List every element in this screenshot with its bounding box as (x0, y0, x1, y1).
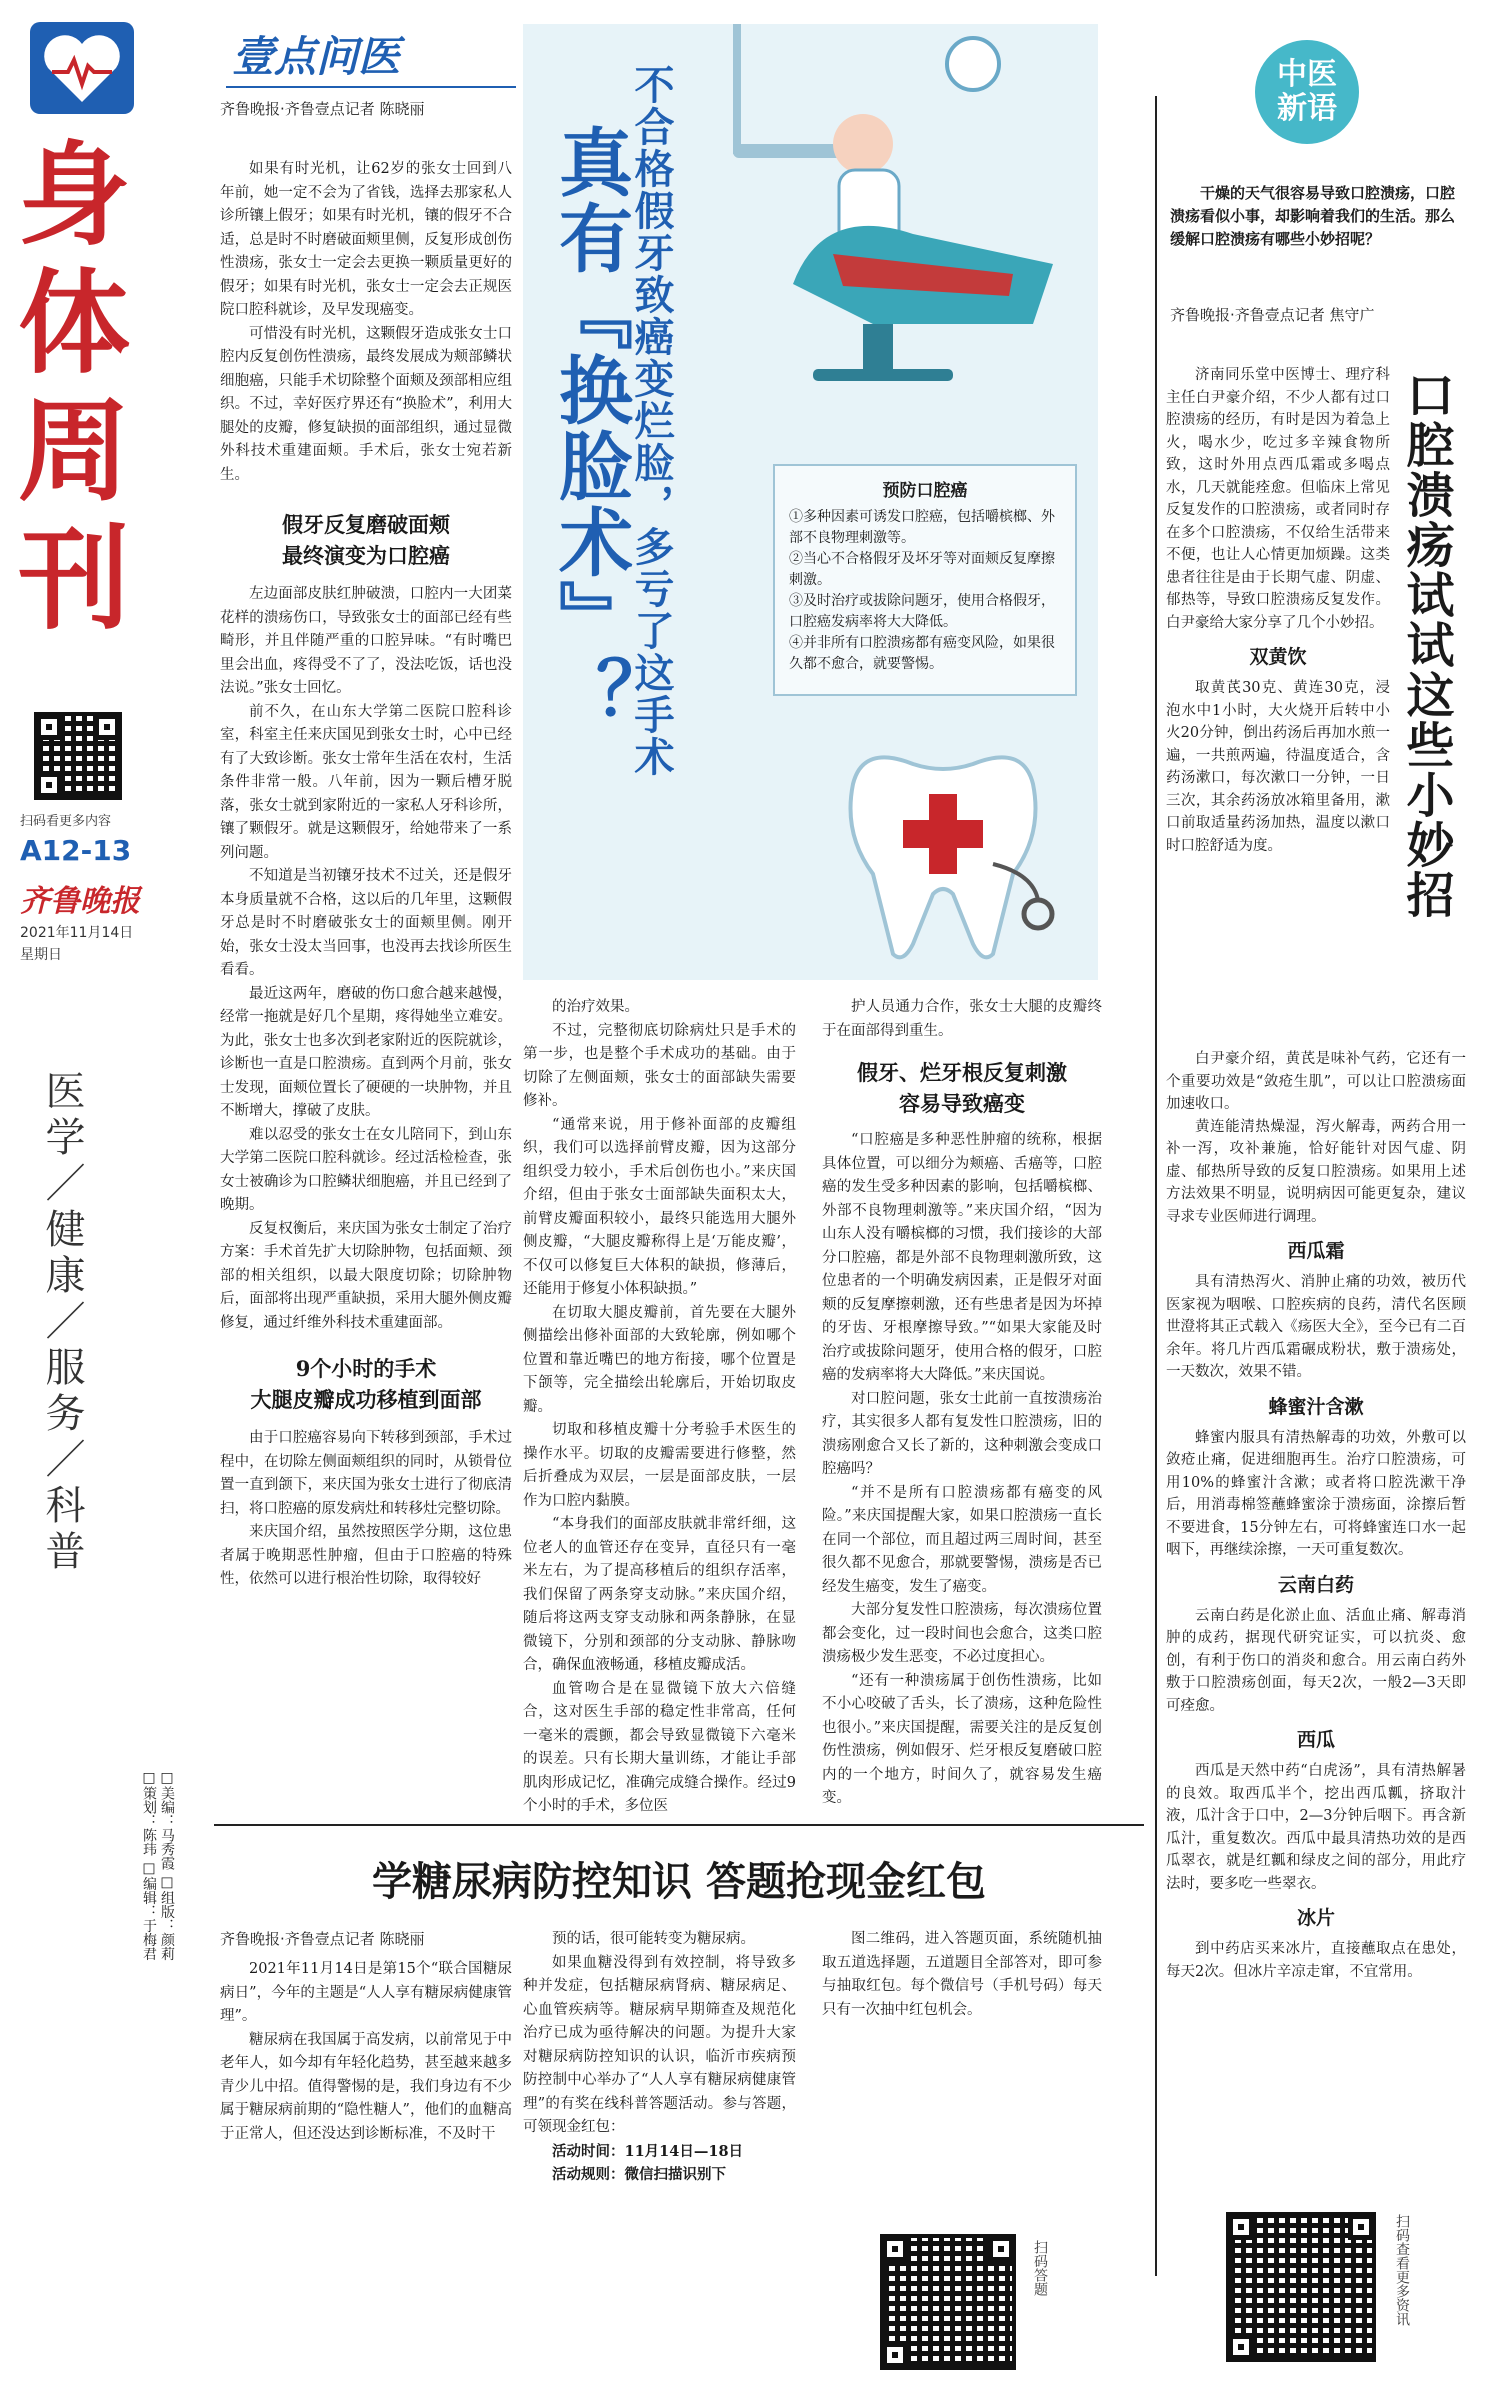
tcm-badge (1255, 40, 1359, 144)
paragraph: 护人员通力合作，张女士大腿的皮瓣终于在面部得到重生。 (822, 999, 1102, 1039)
paragraph: 糖尿病在我国属于高发病，以前常见于中老年人，如今却有年轻化趋势，甚至越来越多青少儿中招。值得警惕的是，我们身边有不少属于糖尿病前期的“隐性糖人”，他们的血糖高于正常人，但还没达到诊断标准，不及时干 (220, 2031, 512, 2142)
tcm-byline: 齐鲁晚报·齐鲁壹点记者 焦守广 (1170, 306, 1375, 324)
tcm-body-wide (1166, 1048, 1466, 2138)
paragraph: 可惜没有时光机，这颗假牙造成张女士口腔内反复创伤性溃疡，最终发展成为颊部鳞状细胞癌，只能手术切除整个面颊及颈部相应组织。不过，幸好医疗界还有“换脸术”，利用大腿处的皮瓣，修复缺损的面部组织，通过显微外科技术重建面颊。手术后，张女士宛若新生。 (220, 325, 512, 483)
remedy-title: 西瓜 (1296, 1729, 1335, 1751)
paragraph: 难以忍受的张女士在女儿陪同下，到山东大学第二医院口腔科就诊。经过活检检查，张女士被确诊为口腔鳞状细胞癌，并且已经到了晚期。 (220, 1126, 512, 1213)
tcm-headline: 口腔溃疡试试这些小妙招 (1398, 370, 1454, 920)
remedy-title: 云南白药 (1277, 1573, 1354, 1596)
paragraph: 左边面部皮肤红肿破溃，口腔内一大团菜花样的溃疡伤口，导致张女士的面部已经有些畸形，并且伴随严重的口腔异味。“有时嘴巴里会出血，疼得受不了了，没法吃饭，话也没法说。”张女士回忆。 (220, 586, 512, 696)
article-column-1 (220, 158, 512, 1788)
paragraph: 如果血糖没得到有效控制，将导致多种并发症，包括糖尿病肾病、糖尿病足、心血管疾病等。糖尿病早期筛查及规范化治疗已成为亟待解决的问题。为提升大家对糖尿病防控知识的认识，临沂市疾病预防控制中心举办了“人人享有糖尿病健康管理”的有奖在线科普答题活动。参与答题，可领现金红包： (523, 1954, 796, 2135)
paragraph: “本身我们的面部皮肤就非常纤细，这位老人的血管还存在变异，直径只有一毫米左右，为了提高移植后的组织存活率，我们保留了两条穿支动脉。”来庆国介绍，随后将这两支穿支动脉和两条静脉，在显微镜下，分别和颈部的分支动脉、静脉吻合，确保血液畅通，移植皮瓣成活。 (523, 1516, 796, 1673)
paragraph: 如果有时光机，让62岁的张女士回到八年前，她一定不会为了省钱，选择去那家私人诊所镶上假牙；如果有时光机，镶的假牙不合适，总是时不时磨破面颊里侧，反复形成创伤性溃疡，张女士一定会去更换一颗质量更好的假牙；如果有时光机，张女士一定会去正规医院口腔科就诊，及早发现癌变。 (220, 161, 512, 318)
headline-main: 真有『换脸术』？ (547, 124, 633, 732)
paragraph: 2021年11月14日是第15个“联合国糖尿病日”，今年的主题是“人人享有糖尿病健康管理”。 (220, 1961, 512, 2024)
bottom-byline: 齐鲁晚报·齐鲁壹点记者 陈晓丽 (220, 1930, 425, 1948)
subheading: 9个小时的手术 大腿皮瓣成功移植到面部 (250, 1356, 482, 1412)
paragraph: 黄连能清热燥湿，泻火解毒，两药合用一补一泻，攻补兼施，恰好能针对因气虚、阴虚、郁热所导致的反复口腔溃疡。如果用上述方法效果不明显，说明病因可能更复杂，建议寻求专业医师进行调理。 (1166, 1118, 1466, 1225)
page-numbers: A12-13 (20, 834, 132, 867)
section-topics: 医学／健康／服务／科普 (39, 1070, 85, 1576)
remedy-title: 双黄饮 (1249, 646, 1307, 668)
paragraph: 对口腔问题，张女士此前一直按溃疡治疗，其实很多人都有复发性口腔溃疡，旧的溃疡刚愈合又长了新的，这种刺激会变成口腔癌吗？ (822, 1390, 1102, 1477)
masthead-title: 身体周刊 (18, 131, 126, 645)
paragraph: “口腔癌是多种恶性肿瘤的统称，根据具体位置，可以细分为颊癌、舌癌等，口腔癌的发生受多种因素的影响，包括嚼槟榔、外部不良物理刺激等。”来庆国介绍，“因为山东人没有嚼槟榔的习惯，我们接诊的大部分口腔癌，都是外部不良物理刺激所致，这位患者的一个明确发病因素，正是假牙对面颊的反复摩擦刺激，还有些患者是因为坏掉的牙齿、牙根摩擦导致。”“如果大家能及时治疗或拔除问题牙，使用合格的假牙，口腔癌的发病率将大大降低。”来庆国说。 (822, 1132, 1102, 1383)
paragraph: 在切取大腿皮瓣前，首先要在大腿外侧描绘出修补面部的大致轮廓，例如哪个位置和靠近嘴巴的地方衔接，哪个位置是下颌等，完全描绘出轮廓后，开始切取皮瓣。 (523, 1304, 796, 1415)
illustration-panel (523, 24, 1098, 980)
paragraph: 前不久，在山东大学第二医院口腔科诊室，科室主任来庆国见到张女士时，心中已经有了大致诊断。张女士常年生活在农村，生活条件非常一般。八年前，因为一颗后槽牙脱落，张女士就到家附近的一家私人牙科诊所，镶了颗假牙。就是这颗假牙，给她带来了一系列问题。 (220, 703, 512, 861)
tcm-badge-label: 中医新语 (1277, 57, 1337, 126)
activity-time: 活动时间：11月14日—18日 (552, 2142, 744, 2160)
paragraph: 济南同乐堂中医博士、理疗科主任白尹豪介绍，不少人都有过口腔溃疡的经历，有时是因为着急上火，喝水少，吃过多辛辣食物所致，这时外用点西瓜霜或多喝点水，几天就能痊愈。但临床上常见反复发作的口腔溃疡，或者同时存在多个口腔溃疡，不仅给生活带来不便，也让人心情更加烦躁。这类患者往往是由于长期气虚、阴虚、郁热等，导致口腔溃疡反复发作。白尹豪给大家分享了几个小妙招。 (1166, 367, 1390, 631)
paragraph: 最近这两年，磨破的伤口愈合越来越慢，经常一拖就是好几个星期，疼得她坐立难安。为此，张女士也多次到老家附近的医院就诊，诊断也一直是口腔溃疡。直到两个月前，张女士发现，面颊位置长了硬硬的一块肿物，并且不断增大，撑破了皮肤。 (220, 985, 512, 1119)
main-rule (226, 86, 516, 88)
remedy-title: 冰片 (1296, 1907, 1335, 1929)
paragraph: 蜂蜜内服具有清热解毒的功效，外敷可以敛疮止痛，促进细胞再生。治疗口腔溃疡，可用10%的蜂蜜汁含漱；或者将口腔洗漱干净后，用消毒棉签蘸蜂蜜涂于溃疡面，涂擦后暂不要进食，15分钟左右，可将蜂蜜连口水一起咽下，再继续涂擦，一天可重复数次。 (1166, 1429, 1466, 1558)
remedy-title: 西瓜霜 (1287, 1240, 1345, 1262)
paragraph: “还有一种溃疡属于创伤性溃疡，比如不小心咬破了舌头，长了溃疡，这种危险性也很小。”来庆国提醒，需要关注的是反复创伤性溃疡，例如假牙、烂牙根反复磨破口腔内的一个地方，时间久了，就容易发生癌变。 (822, 1672, 1102, 1806)
newspaper-name: 齐鲁晚报 (20, 884, 140, 919)
masthead-bar (14, 10, 176, 2030)
paragraph: 切取和移植皮瓣十分考验手术医生的操作水平。切取的皮瓣需要进行修整，然后折叠成为双层，一层是面部皮肤，一层作为口腔内黏膜。 (523, 1422, 796, 1509)
paragraph: 云南白药是化淤止血、活血止痛、解毒消肿的成药，据现代研究证实，可以抗炎、愈创，有利于伤口的消炎和愈合。用云南白药外敷于口腔溃疡创面，每天2次，一般2—3天即可痊愈。 (1166, 1607, 1466, 1714)
bottom-column-2 (523, 1928, 796, 2383)
paragraph: “并不是所有口腔溃疡都有癌变的风险。”来庆国提醒大家，如果口腔溃疡一直长在同一个部位，而且超过两三周时间，甚至很久都不见愈合，那就要警惕，溃疡是否已经发生癌变，发生了癌变。 (822, 1484, 1102, 1595)
dental-chair-illustration (673, 24, 1098, 384)
quiz-qr-code[interactable] (880, 2234, 1016, 2370)
tcm-qr-code[interactable] (1226, 2212, 1376, 2362)
masthead-qr-code[interactable] (34, 712, 122, 800)
paragraph: 西瓜是天然中药“白虎汤”，具有清热解暑的良效。取西瓜半个，挖出西瓜瓤，挤取汁液，瓜汁含于口中，2—3分钟后咽下。再含新瓜汁，重复数次。西瓜中最具清热功效的是西瓜翠衣，就是红瓤和绿皮之间的部分，用此疗法时，要多吃一些翠衣。 (1166, 1763, 1466, 1892)
editorial-credits: □美编：马秀霞 □组版：颜莉 □策划：陈玮 □编辑：于梅君 (141, 1770, 175, 1961)
paragraph: 的治疗效果。 (552, 999, 639, 1015)
paragraph: 反复权衡后，来庆国为张女士制定了治疗方案：手术首先扩大切除肿物，包括面颊、颈部的相关组织，以最大限度切除；切除肿物后，面部将出现严重缺损，采用大腿外侧皮瓣修复，通过纤维外科技术重建面部。 (220, 1220, 512, 1331)
paragraph: 到中药店买来冰片，直接蘸取点在患处，每天2次。但冰片辛凉走窜，不宜常用。 (1166, 1941, 1466, 1980)
bottom-column-3 (822, 1928, 1102, 2078)
subheading: 假牙反复磨破面颊 最终演变为口腔癌 (282, 512, 450, 568)
paragraph: 白尹豪介绍，黄芪是味补气药，它还有一个重要功效是“敛疮生肌”，可以让口腔溃疡面加速收口。 (1166, 1051, 1466, 1112)
prevention-item: ③及时治疗或拔除问题牙，使用合格假牙，口腔癌发病率将大大降低。 (789, 593, 1055, 630)
scan-note: 扫码看更多内容 (20, 814, 112, 829)
bottom-rule (214, 1824, 1144, 1826)
bottom-column-1 (220, 1958, 512, 2383)
paragraph: 具有清热泻火、消肿止痛的功效，被历代医家视为咽喉、口腔疾病的良药，清代名医顾世澄将其正式载入《疡医大全》，至今已有二百余年。将几片西瓜霜碾成粉状，敷于溃疡处，一天数次，效果不错。 (1166, 1274, 1466, 1380)
main-byline: 齐鲁晚报·齐鲁壹点记者 陈晓丽 (220, 100, 425, 118)
paragraph: 图二维码，进入答题页面，系统随机抽取五道选择题，五道题目全部答对，即可参与抽取红包。每个微信号（手机号码）每天只有一次抽中红包机会。 (822, 1931, 1102, 2018)
paragraph: 预的话，很可能转变为糖尿病。 (552, 1931, 755, 1947)
prevention-item: ②当心不合格假牙及坏牙等对面颊反复摩擦刺激。 (789, 551, 1055, 588)
prevention-box (773, 464, 1077, 696)
prevention-item: ④并非所有口腔溃疡都有癌变风险，如果很久都不愈合，就要警惕。 (789, 635, 1055, 672)
paragraph: 血管吻合是在显微镜下放大六倍缝合，这对医生手部的稳定性非常高，任何一毫米的震颤，都会导致显微镜下六毫米的误差。只有长期大量训练，才能让手部肌肉形成记忆，准确完成缝合操作。经过9个小时的手术，多位医 (523, 1680, 796, 1814)
issue-weekday: 星期日 (20, 947, 62, 963)
bottom-headline: 学糖尿病防控知识 答题抢现金红包 (372, 1858, 986, 1905)
prevention-item: ①多种因素可诱发口腔癌，包括嚼槟榔、外部不良物理刺激等。 (789, 509, 1055, 546)
article-column-2 (523, 996, 796, 1814)
issue-date: 2021年11月14日 (20, 925, 134, 941)
paragraph: 大部分复发性口腔溃疡，每次溃疡位置都会变化，过一段时间也会愈合，这类口腔溃疡极少发生恶变，不必过度担心。 (822, 1602, 1102, 1665)
prevention-title: 预防口腔癌 (882, 481, 968, 501)
paragraph: “通常来说，用于修补面部的皮瓣组织，我们可以选择前臂皮瓣，因为这部分组织受力较小，手术后创伤也小。”来庆国介绍，但由于张女士面部缺失面积太大，前臂皮瓣面积较小，最终只能选用大腿外侧皮瓣，“大腿皮瓣称得上是‘万能皮瓣’，不仅可以修复巨大体积的缺损，修薄后，还能用于修复小体积缺损。” (523, 1116, 796, 1297)
paragraph: 不过，完整彻底切除病灶只是手术的第一步，也是整个手术成功的基础。由于切除了左侧面颊，张女士的面部缺失需要修补。 (523, 1022, 796, 1109)
activity-rule: 活动规则：微信扫描识别下 (552, 2166, 726, 2183)
tcm-intro: 干燥的天气很容易导致口腔溃疡，口腔溃疡看似小事，却影响着我们的生活。那么缓解口腔溃疡有哪些小妙招呢？ (1170, 184, 1456, 248)
article-column-3 (822, 996, 1102, 1806)
paragraph: 不知道是当初镶牙技术不过关，还是假牙本身质量就不合格，这以后的几年里，这颗假牙总是时不时磨破张女士的面颊里侧。刚开始，张女士没太当回事，也没再去找诊所医生看看。 (220, 868, 512, 978)
column-label: 壹点问医 (232, 32, 401, 81)
paragraph: 由于口腔癌容易向下转移到颈部，手术过程中，在切除左侧面颊组织的同时，从锁骨位置一直到颌下，来庆国为张女士进行了彻底清扫，将口腔癌的原发病灶和转移灶完整切除。 (220, 1430, 512, 1517)
heart-logo-icon (28, 20, 136, 116)
paragraph: 取黄芪30克、黄连30克，浸泡水中1小时，大火烧开后转中小火20分钟，倒出药汤后再加水煎一遍，一共煎两遍，待温度适合，含药汤漱口，每次漱口一分钟，一日三次，其余药汤放冰箱里备用，漱口前取适量药汤加热，温度以漱口时口腔舒适为度。 (1166, 680, 1390, 854)
tcm-divider (1155, 96, 1157, 2276)
quiz-qr-note: 扫码答题 (1032, 2240, 1048, 2296)
remedy-title: 蜂蜜汁含漱 (1268, 1395, 1364, 1418)
tooth-icon (823, 744, 1063, 964)
paragraph: 来庆国介绍，虽然按照医学分期，这位患者属于晚期恶性肿瘤，但由于口腔癌的特殊性，依然可以进行根治性切除，取得较好 (220, 1524, 512, 1587)
subheading: 假牙、烂牙根反复刺激 容易导致癌变 (857, 1060, 1067, 1116)
tcm-qr-note: 扫码查看更多资讯 (1394, 2214, 1410, 2326)
headline-sub: 不合格假牙致癌变烂脸，多亏了这手术 (628, 64, 675, 778)
